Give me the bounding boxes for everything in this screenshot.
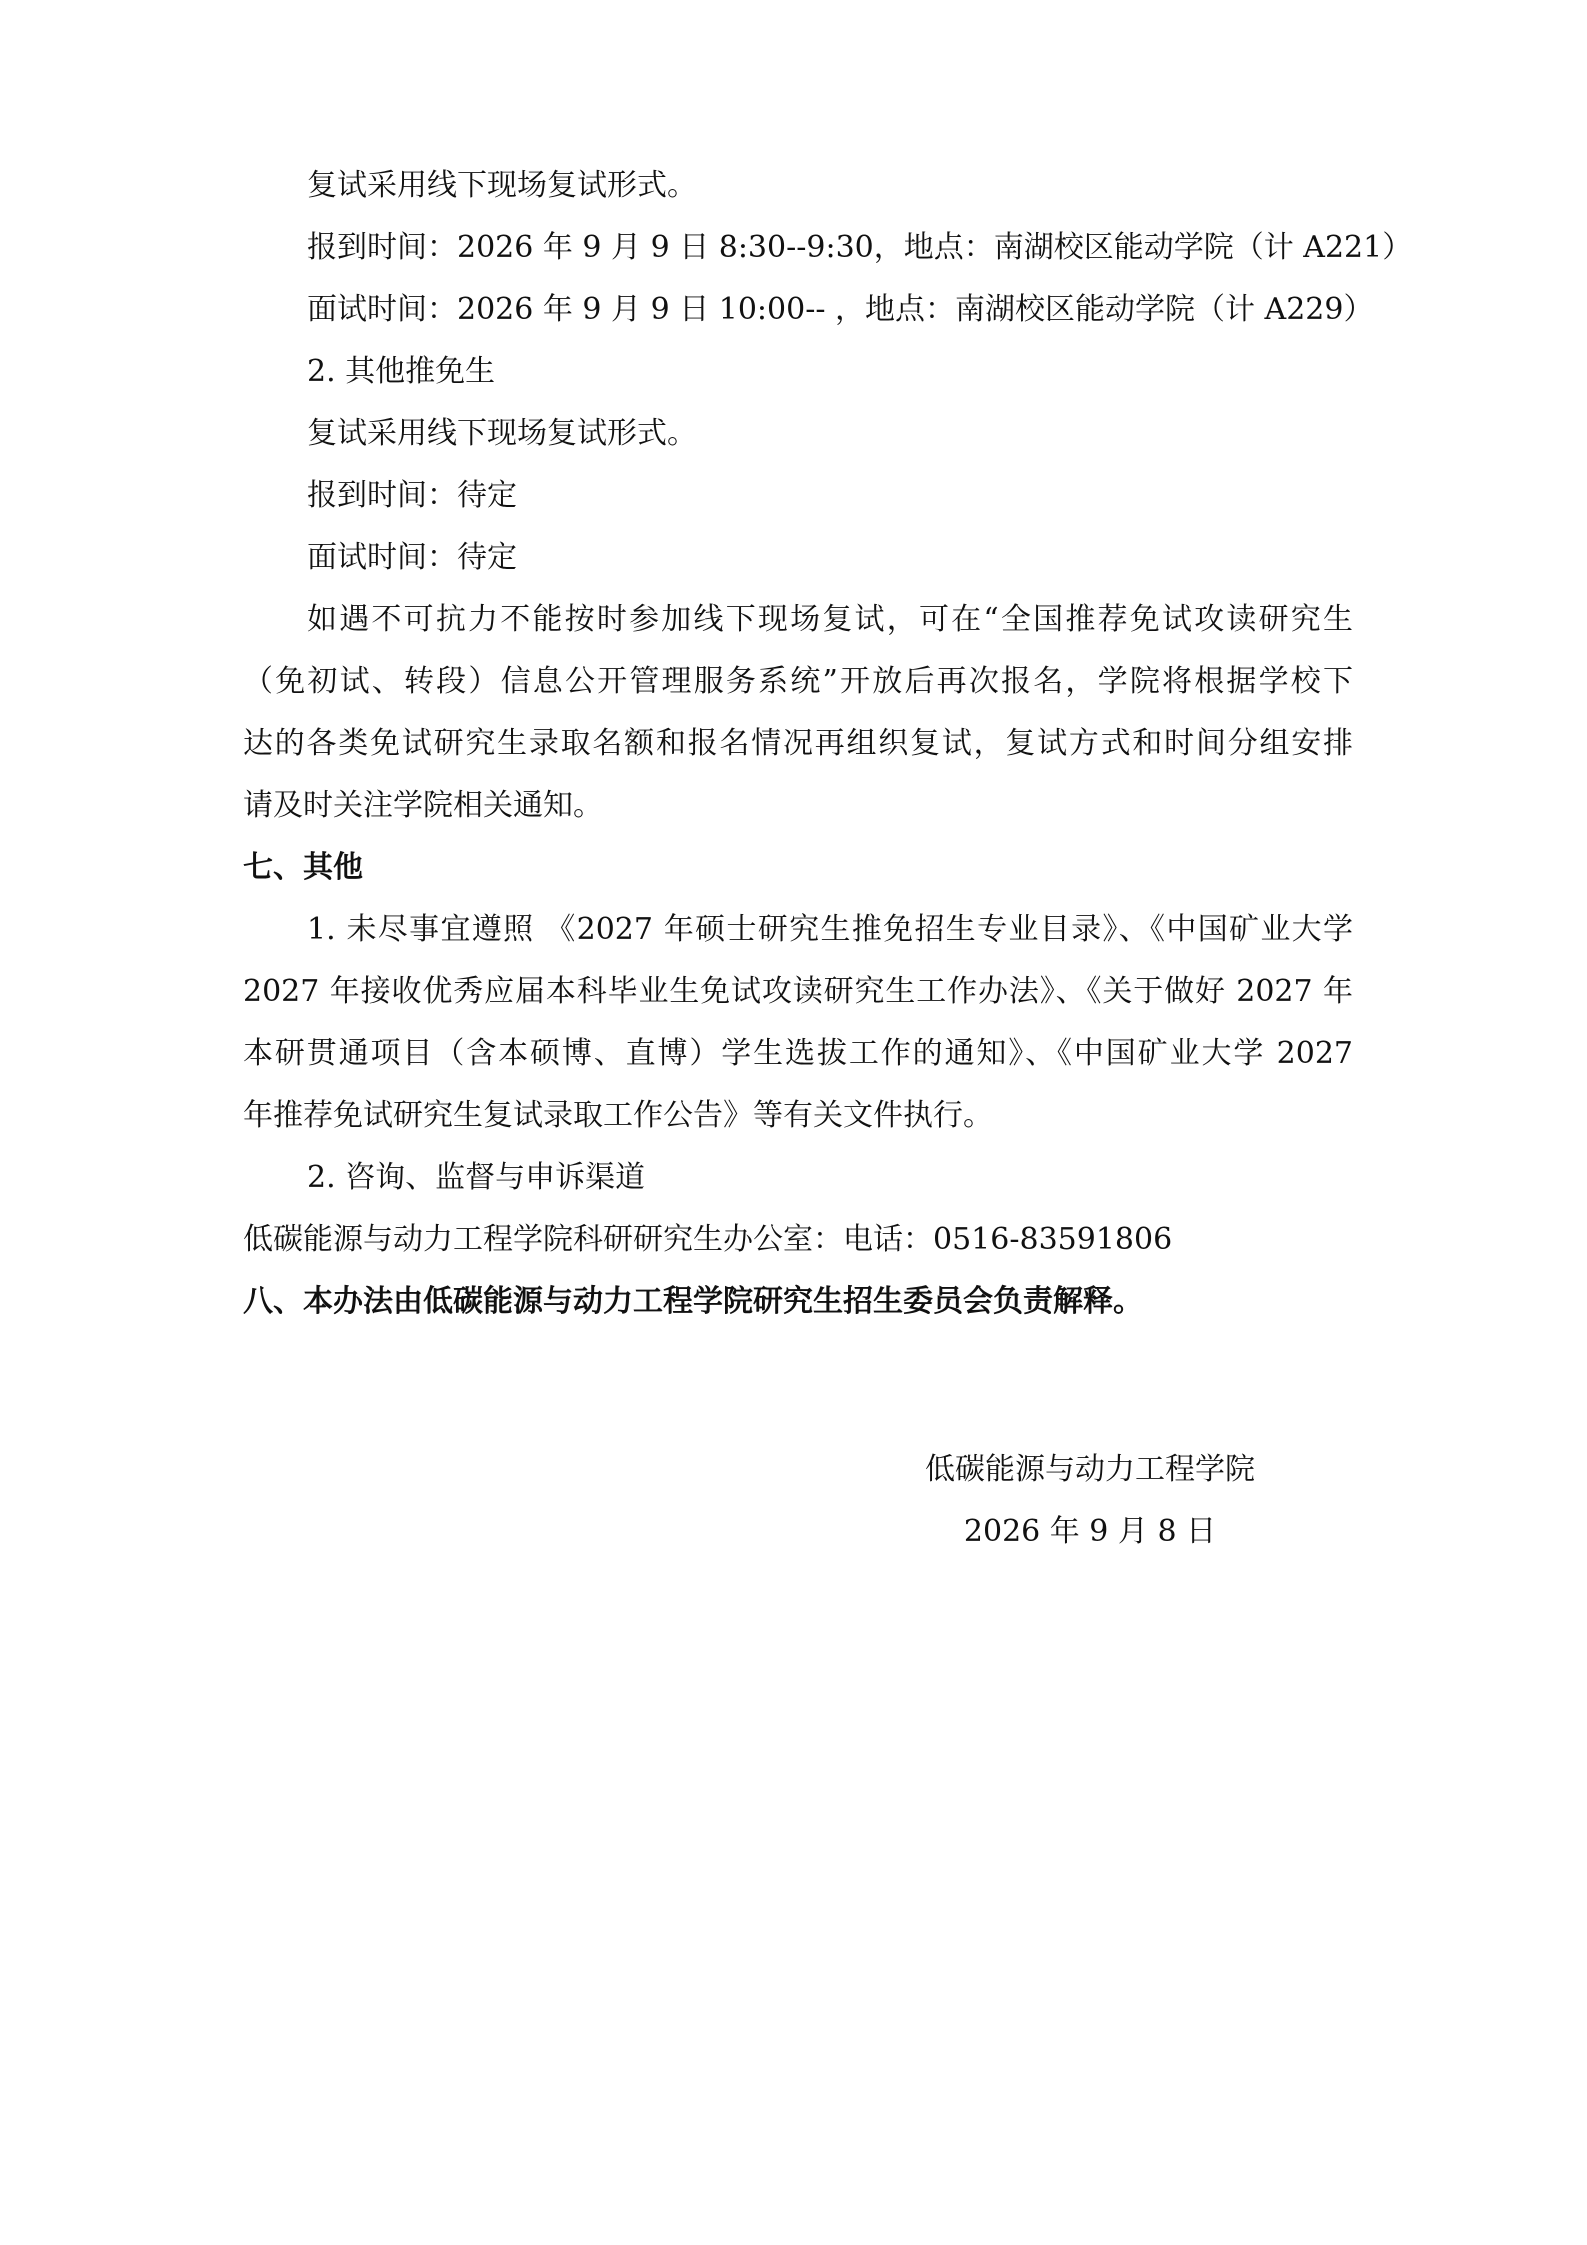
- paragraph-checkin-tbd: 报到时间：待定: [307, 478, 517, 513]
- paragraph-force-majeure-line3: 达的各类免试研究生录取名额和报名情况再组织复试，复试方式和时间分组安排: [243, 726, 1353, 761]
- paragraph-item1-line2: 2027 年接收优秀应届本科毕业生免试攻读研究生工作办法》、《关于做好 2027 年: [243, 974, 1353, 1009]
- paragraph-format-2: 复试采用线下现场复试形式。: [307, 416, 697, 451]
- subheading-other-students: 2. 其他推免生: [307, 354, 496, 389]
- paragraph-interview-tbd: 面试时间：待定: [307, 540, 517, 575]
- signature-date: 2026 年 9 月 8 日: [963, 1514, 1217, 1549]
- paragraph-force-majeure-line1: 如遇不可抗力不能按时参加线下现场复试，可在“全国推荐免试攻读研究生: [307, 602, 1353, 637]
- section-heading-other: 七、其他: [243, 850, 363, 885]
- paragraph-force-majeure-line4: 请及时关注学院相关通知。: [243, 788, 603, 823]
- paragraph-contact-phone: 低碳能源与动力工程学院科研研究生办公室：电话：0516-83591806: [243, 1222, 1173, 1257]
- paragraph-item1-line1: 1. 未尽事宜遵照 《2027 年硕士研究生推免招生专业目录》、《中国矿业大学: [307, 912, 1353, 947]
- paragraph-format: 复试采用线下现场复试形式。: [307, 168, 697, 203]
- paragraph-item1-line3: 本研贯通项目（含本硕博、直博）学生选拔工作的通知》、《中国矿业大学 2027: [243, 1036, 1353, 1071]
- section-heading-interpretation: 八、本办法由低碳能源与动力工程学院研究生招生委员会负责解释。: [243, 1284, 1143, 1319]
- paragraph-checkin-time: 报到时间：2026 年 9 月 9 日 8:30--9:30，地点：南湖校区能动学院（计 A221）: [307, 230, 1413, 265]
- subheading-contact: 2. 咨询、监督与申诉渠道: [307, 1160, 646, 1195]
- paragraph-interview-time: 面试时间：2026 年 9 月 9 日 10:00-- ，地点：南湖校区能动学院（计 A229）: [307, 292, 1374, 327]
- signature-org: 低碳能源与动力工程学院: [925, 1452, 1255, 1487]
- paragraph-force-majeure-line2: （免初试、转段）信息公开管理服务系统”开放后再次报名，学院将根据学校下: [243, 664, 1353, 699]
- paragraph-item1-line4: 年推荐免试研究生复试录取工作公告》等有关文件执行。: [243, 1098, 993, 1133]
